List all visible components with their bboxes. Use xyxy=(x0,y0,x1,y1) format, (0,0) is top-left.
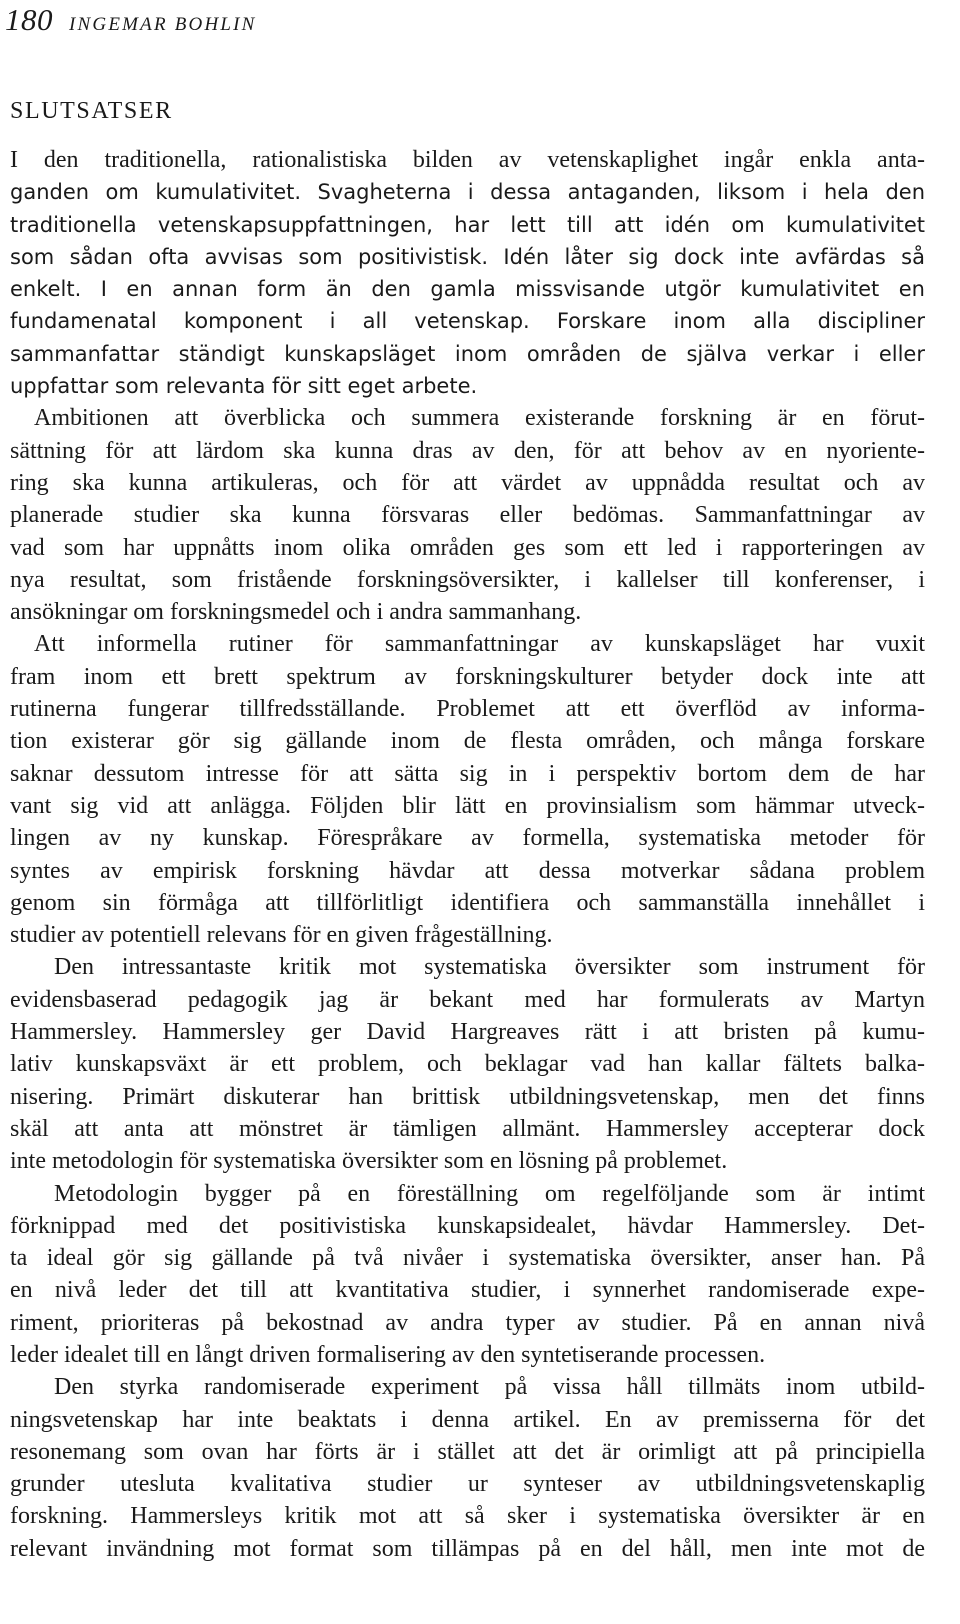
text-line: lingen av ny kunskap. Förespråkare av formella, systematiska metoder för xyxy=(10,825,925,852)
text-line: rutinerna fungerar tillfredsställande. Problemet att ett överflöd av informa- xyxy=(10,696,925,723)
text-line: skäl att anta att mönstret är tämligen allmänt. Hammersley accepterar dock xyxy=(10,1115,925,1142)
text-line: forskning. Hammersleys kritik mot att så sker i systematiska översikter är en xyxy=(10,1503,925,1530)
text-line: fundamenatal komponent i all vetenskap. Forskare inom alla discipliner xyxy=(10,309,925,334)
text-line: Ambitionen att överblicka och summera existerande forskning är en förut- xyxy=(34,405,925,432)
running-head-author: INGEMAR BOHLIN xyxy=(69,14,257,35)
text-line: riment, prioriteras på bekostnad av andra typer av studier. På en annan nivå xyxy=(10,1309,925,1336)
text-line: vant sig vid att anlägga. Följden blir lätt en provinsialism som hämmar utveck- xyxy=(10,792,925,819)
text-line: nisering. Primärt diskuterar han brittisk utbildningsvetenskap, men det finns xyxy=(10,1083,925,1110)
text-line: ganden om kumulativitet. Svagheterna i dessa antaganden, liksom i hela den xyxy=(10,180,925,205)
text-line: inte metodologin för systematiska översikter som en lösning på problemet. xyxy=(10,1148,728,1175)
text-line: syntes av empirisk forskning hävdar att dessa motverkar sådana problem xyxy=(10,857,925,884)
text-line: förknippad med det positivistiska kunskapsidealet, hävdar Hammersley. Det- xyxy=(10,1212,925,1239)
text-line: studier av potentiell relevans för en given frågeställning. xyxy=(10,922,553,949)
text-line: sättning för att lärdom ska kunna dras av den, för att behov av en nyoriente- xyxy=(10,437,925,464)
text-line: traditionella vetenskapsuppfattningen, har lett till att idén om kumulativitet xyxy=(10,212,925,237)
text-line: sammanfattar ständigt kunskapsläget inom områden de själva verkar i eller xyxy=(10,341,925,366)
text-line: fram inom ett brett spektrum av forskningskulturer betyder dock inte att xyxy=(10,663,925,690)
text-line: uppfattar som relevanta för sitt eget arbete. xyxy=(10,374,478,399)
page-number: 180 xyxy=(5,2,53,37)
text-line: enkelt. I en annan form än den gamla missvisande utgör kumulativitet en xyxy=(10,277,925,302)
text-line: resonemang som ovan har förts är i stället att det är orimligt att på principiella xyxy=(10,1438,925,1465)
text-line: Att informella rutiner för sammanfattningar av kunskapsläget har vuxit xyxy=(34,631,925,658)
text-line: genom sin förmåga att tillförlitligt identifiera och sammanställa innehållet i xyxy=(10,889,925,916)
text-line: Metodologin bygger på en föreställning om regelföljande som är intimt xyxy=(54,1180,925,1207)
running-head xyxy=(5,2,257,42)
text-line: evidensbaserad pedagogik jag är bekant med har formulerats av Martyn xyxy=(10,986,925,1013)
text-line: Den styrka randomiserade experiment på vissa håll tillmäts inom utbild- xyxy=(54,1374,925,1401)
text-line: saknar dessutom intresse för att sätta sig in i perspektiv bortom dem de har xyxy=(10,760,925,787)
text-line: I den traditionella, rationalistiska bilden av vetenskaplighet ingår enkla anta- xyxy=(10,147,925,173)
text-line: ningsvetenskap har inte beaktats i denna artikel. En av premisserna för det xyxy=(10,1406,925,1433)
body-text xyxy=(10,144,925,1565)
text-line: en nivå leder det till att kvantitativa studier, i synnerhet randomiserade expe- xyxy=(10,1277,925,1304)
text-line: Hammersley. Hammersley ger David Hargreaves rätt i att bristen på kumu- xyxy=(10,1019,925,1046)
text-line: tion existerar gör sig gällande inom de flesta områden, och många forskare xyxy=(10,728,925,755)
text-line: leder idealet till en långt driven formalisering av den syntetiserande processen. xyxy=(10,1341,766,1368)
text-line: ring ska kunna artikuleras, och för att värdet av uppnådda resultat och av xyxy=(10,469,925,496)
text-line: ansökningar om forskningsmedel och i andra sammanhang. xyxy=(10,599,582,626)
text-line: Den intressantaste kritik mot systematiska översikter som instrument för xyxy=(54,954,925,981)
text-line: ta ideal gör sig gällande på två nivåer i systematiska översikter, anser han. På xyxy=(10,1245,925,1272)
text-line: nya resultat, som fristående forskningsöversikter, i kallelser till konferenser, i xyxy=(10,566,925,593)
text-line: lativ kunskapsväxt är ett problem, och beklagar vad han kallar fältets balka- xyxy=(10,1051,925,1078)
text-line: som sådan ofta avvisas som positivistisk. Idén låter sig dock inte avfärdas så xyxy=(10,244,925,269)
text-line: vad som har uppnåtts inom olika områden ges som ett led i rapporteringen av xyxy=(10,534,925,561)
text-line: relevant invändning mot format som tillämpas på en del håll, men inte mot de xyxy=(10,1535,925,1562)
text-line: grunder utesluta kvalitativa studier ur synteser av utbildningsvetenskaplig xyxy=(10,1471,925,1498)
section-heading: SLUTSATSER xyxy=(10,98,173,124)
text-line: planerade studier ska kunna försvaras eller bedömas. Sammanfattningar av xyxy=(10,502,925,529)
